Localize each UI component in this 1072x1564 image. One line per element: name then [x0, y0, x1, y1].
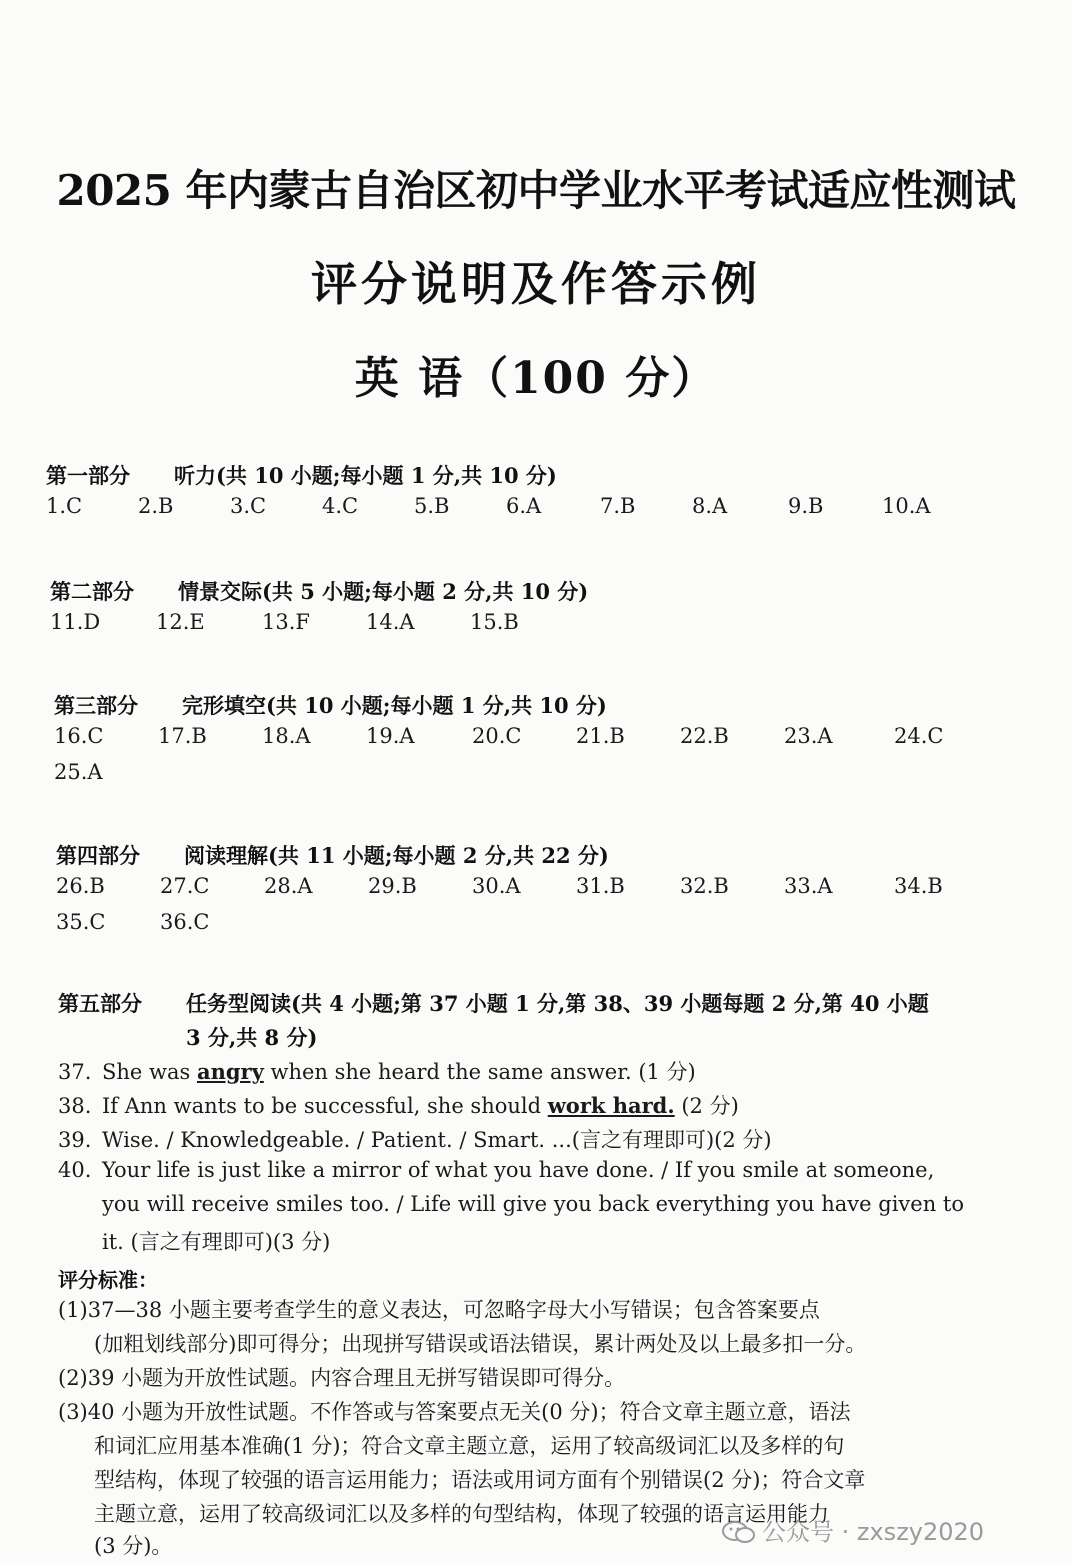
key-phrase: work hard.	[547, 1093, 675, 1118]
answer-item: 11.D	[50, 610, 101, 634]
key-phrase: angry	[196, 1059, 264, 1084]
criteria-line: (加粗划线部分)即可得分；出现拼写错误或语法错误，累计两处及以上最多扣一分。	[94, 1332, 867, 1356]
answer-item: 5.B	[414, 494, 450, 518]
answer-item: 22.B	[680, 724, 729, 748]
answer-39	[58, 1124, 772, 1154]
exam-subtitle: 评分说明及作答示例	[311, 257, 761, 311]
question-number: 39.	[58, 1128, 92, 1152]
criteria-line: (3)40 小题为开放性试题。不作答或与答案要点无关(0 分)；符合文章主题立意，语法	[58, 1400, 851, 1424]
criteria-line: 主题立意，运用了较高级词汇以及多样的句型结构，体现了较强的语言运用能力	[94, 1502, 829, 1526]
answer-item: 33.A	[784, 874, 833, 898]
answer-item: 6.A	[506, 494, 542, 518]
criteria-line: (2)39 小题为开放性试题。内容合理且无拼写错误即可得分。	[58, 1366, 626, 1390]
criteria-line: 和词汇应用基本准确(1 分)；符合文章主题立意，运用了较高级词汇以及多样的句	[94, 1434, 845, 1458]
answer-item: 15.B	[470, 610, 519, 634]
answer-item: 19.A	[366, 724, 415, 748]
answer-item: 30.A	[472, 874, 521, 898]
answer-item: 20.C	[472, 724, 522, 748]
answer-item: 17.B	[158, 724, 207, 748]
section-2-desc: 情景交际(共 5 小题;每小题 2 分,共 10 分)	[178, 579, 589, 604]
question-number: 40.	[58, 1158, 92, 1182]
answer-item: 4.C	[322, 494, 359, 518]
section-1-name: 第一部分	[46, 463, 130, 488]
watermark	[722, 1512, 984, 1547]
answer-item: 26.B	[56, 874, 105, 898]
section-5-heading	[58, 988, 929, 1018]
subject-title: 英 语（100 分）	[354, 353, 718, 404]
section-4-name: 第四部分	[56, 843, 140, 868]
answer-text: She was	[102, 1060, 197, 1084]
answer-item: 27.C	[160, 874, 210, 898]
answer-item: 32.B	[680, 874, 729, 898]
section-4-heading	[56, 840, 609, 870]
section-4-desc: 阅读理解(共 11 小题;每小题 2 分,共 22 分)	[184, 843, 609, 868]
answer-item: 31.B	[576, 874, 625, 898]
answer-item: 23.A	[784, 724, 833, 748]
section-1-heading	[46, 460, 557, 490]
answer-item: 9.B	[788, 494, 824, 518]
answer-item: 10.A	[882, 494, 931, 518]
answer-40-line2: you will receive smiles too. / Life will give you back everything you have given to	[102, 1192, 964, 1216]
answer-37	[58, 1056, 696, 1086]
criteria-line: (1)37—38 小题主要考查学生的意义表达，可忽略字母大小写错误；包含答案要点	[58, 1298, 820, 1322]
answer-text: Your life is just like a mirror of what you have done. / If you smile at someone,	[102, 1158, 935, 1182]
answer-item: 2.B	[138, 494, 174, 518]
section-2-name: 第二部分	[50, 579, 134, 604]
criteria-line: 型结构，体现了较强的语言运用能力；语法或用词方面有个别错误(2 分)；符合文章	[94, 1468, 866, 1492]
answer-item: 21.B	[576, 724, 625, 748]
wechat-icon	[722, 1520, 756, 1544]
answer-38	[58, 1090, 739, 1120]
answer-item: 35.C	[56, 910, 106, 934]
section-1-desc: 听力(共 10 小题;每小题 1 分,共 10 分)	[174, 463, 557, 488]
section-5-desc: 任务型阅读(共 4 小题;第 37 小题 1 分,第 38、39 小题每题 2 分,第 40 小题	[186, 991, 929, 1016]
answer-item: 18.A	[262, 724, 311, 748]
answer-item: 29.B	[368, 874, 417, 898]
watermark-text: 公众号 · zxszy2020	[762, 1518, 985, 1546]
answer-item: 28.A	[264, 874, 313, 898]
answer-40	[58, 1158, 934, 1182]
section-2-heading	[50, 576, 588, 606]
answer-item: 13.F	[262, 610, 310, 634]
answer-item: 25.A	[54, 760, 103, 784]
section-4-answers	[56, 874, 1016, 938]
section-3-answers	[54, 724, 1014, 788]
criteria-line: (3 分)。	[94, 1534, 173, 1558]
section-3-heading	[54, 690, 607, 720]
answer-item: 8.A	[692, 494, 728, 518]
question-number: 37.	[58, 1060, 92, 1084]
answer-item: 34.B	[894, 874, 943, 898]
answer-text: If Ann wants to be successful, she should	[102, 1094, 548, 1118]
question-number: 38.	[58, 1094, 92, 1118]
answer-40-line3: it. (言之有理即可)(3 分)	[102, 1230, 331, 1254]
criteria-heading: 评分标准：	[58, 1268, 158, 1292]
answer-text: (2 分)	[674, 1094, 739, 1118]
section-1-answers	[46, 494, 1006, 522]
answer-text: Wise. / Knowledgeable. / Patient. / Smart. ...(言之有理即可)(2 分)	[102, 1128, 772, 1152]
section-5-name: 第五部分	[58, 991, 142, 1016]
exam-title: 2025 年内蒙古自治区初中学业水平考试适应性测试	[56, 166, 1016, 215]
answer-item: 12.E	[156, 610, 205, 634]
answer-item: 3.C	[230, 494, 267, 518]
section-5-desc-cont: 3 分,共 8 分)	[186, 1025, 318, 1050]
answer-item: 7.B	[600, 494, 636, 518]
answer-text: when she heard the same answer. (1 分)	[263, 1060, 696, 1084]
answer-item: 36.C	[160, 910, 210, 934]
section-3-desc: 完形填空(共 10 小题;每小题 1 分,共 10 分)	[182, 693, 607, 718]
answer-item: 16.C	[54, 724, 104, 748]
answer-item: 1.C	[46, 494, 83, 518]
section-2-answers	[50, 610, 650, 638]
section-3-name: 第三部分	[54, 693, 138, 718]
answer-item: 14.A	[366, 610, 415, 634]
answer-item: 24.C	[894, 724, 944, 748]
